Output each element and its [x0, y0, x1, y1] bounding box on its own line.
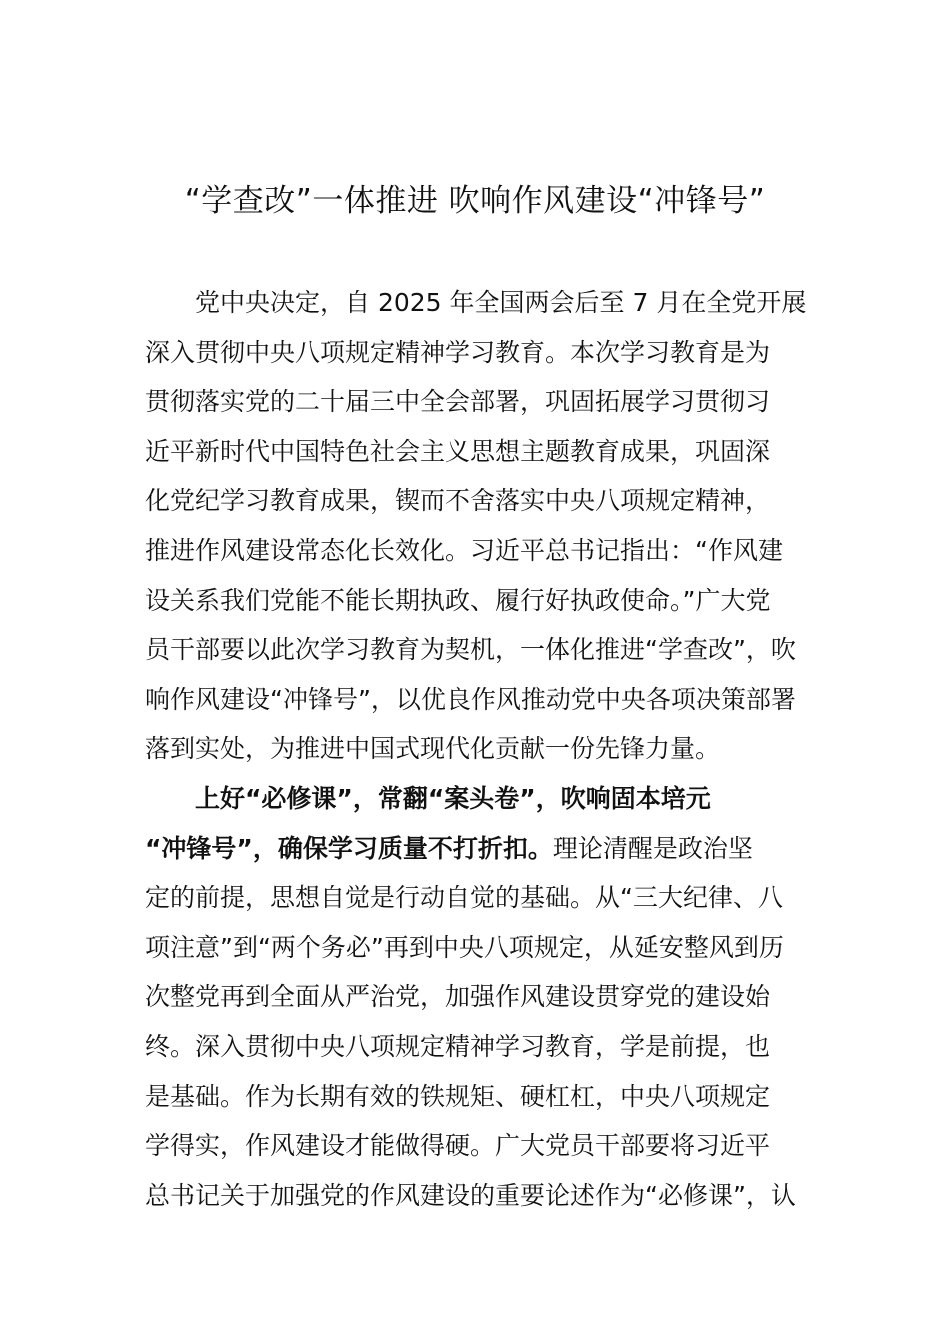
- paragraph-2-line-2-rest: 理论清醒是政治坚: [552, 833, 753, 863]
- paragraph-2-line-4: 项注意”到“两个务必”再到中央八项规定，从延安整风到历: [145, 932, 784, 962]
- paragraph-2-line-9: 总书记关于加强党的作风建设的重要论述作为“必修课”，认: [145, 1180, 796, 1210]
- paragraph-1-line-8: 员干部要以此次学习教育为契机，一体化推进“学查改”，吹: [145, 635, 796, 665]
- paragraph-2-line-6: 终。深入贯彻中央八项规定精神学习教育，学是前提，也: [145, 1031, 771, 1061]
- paragraph-2-line-3: 定的前提，思想自觉是行动自觉的基础。从“三大纪律、八: [145, 883, 783, 913]
- paragraph-1-line-1: 党中央决定，自 2025 年全国两会后至 7 月在全党开展: [195, 288, 807, 317]
- document-body: [145, 278, 805, 1220]
- paragraph-2-line-8: 学得实，作风建设才能做得硬。广大党员干部要将习近平: [145, 1131, 771, 1161]
- paragraph-1-line-2: 深入贯彻中央八项规定精神学习教育。本次学习教育是为: [145, 337, 771, 367]
- paragraph-1-line-10: 落到实处，为推进中国式现代化贡献一份先锋力量。: [145, 734, 721, 764]
- paragraph-1-line-7: 设关系我们党能不能长期执政、履行好执政使命。”广大党: [145, 585, 771, 615]
- paragraph-1-line-3: 贯彻落实党的二十届三中全会部署，巩固拓展学习贯彻习: [145, 387, 771, 417]
- paragraph-2-line-5: 次整党再到全面从严治党，加强作风建设贯穿党的建设始: [145, 982, 771, 1012]
- paragraph-1-line-5: 化党纪学习教育成果，锲而不舍落实中央八项规定精神，: [145, 486, 771, 516]
- paragraph-1-line-4: 近平新时代中国特色社会主义思想主题教育成果，巩固深: [145, 436, 771, 466]
- paragraph-1-line-9: 响作风建设“冲锋号”，以优良作风推动党中央各项决策部署: [145, 684, 796, 714]
- paragraph-2-line-2: [145, 824, 805, 874]
- document-title: “学查改”一体推进 吹响作风建设“冲锋号”: [184, 183, 766, 219]
- section-heading-line-1: 上好“必修课”，常翻“案头卷”，吹响固本培元: [195, 783, 711, 813]
- paragraph-1-line-6: 推进作风建设常态化长效化。习近平总书记指出：“作风建: [145, 535, 783, 565]
- paragraph-2-line-7: 是基础。作为长期有效的铁规矩、硬杠杠，中央八项规定: [145, 1081, 771, 1111]
- section-heading-line-2: “冲锋号”，确保学习质量不打折扣。: [145, 833, 553, 863]
